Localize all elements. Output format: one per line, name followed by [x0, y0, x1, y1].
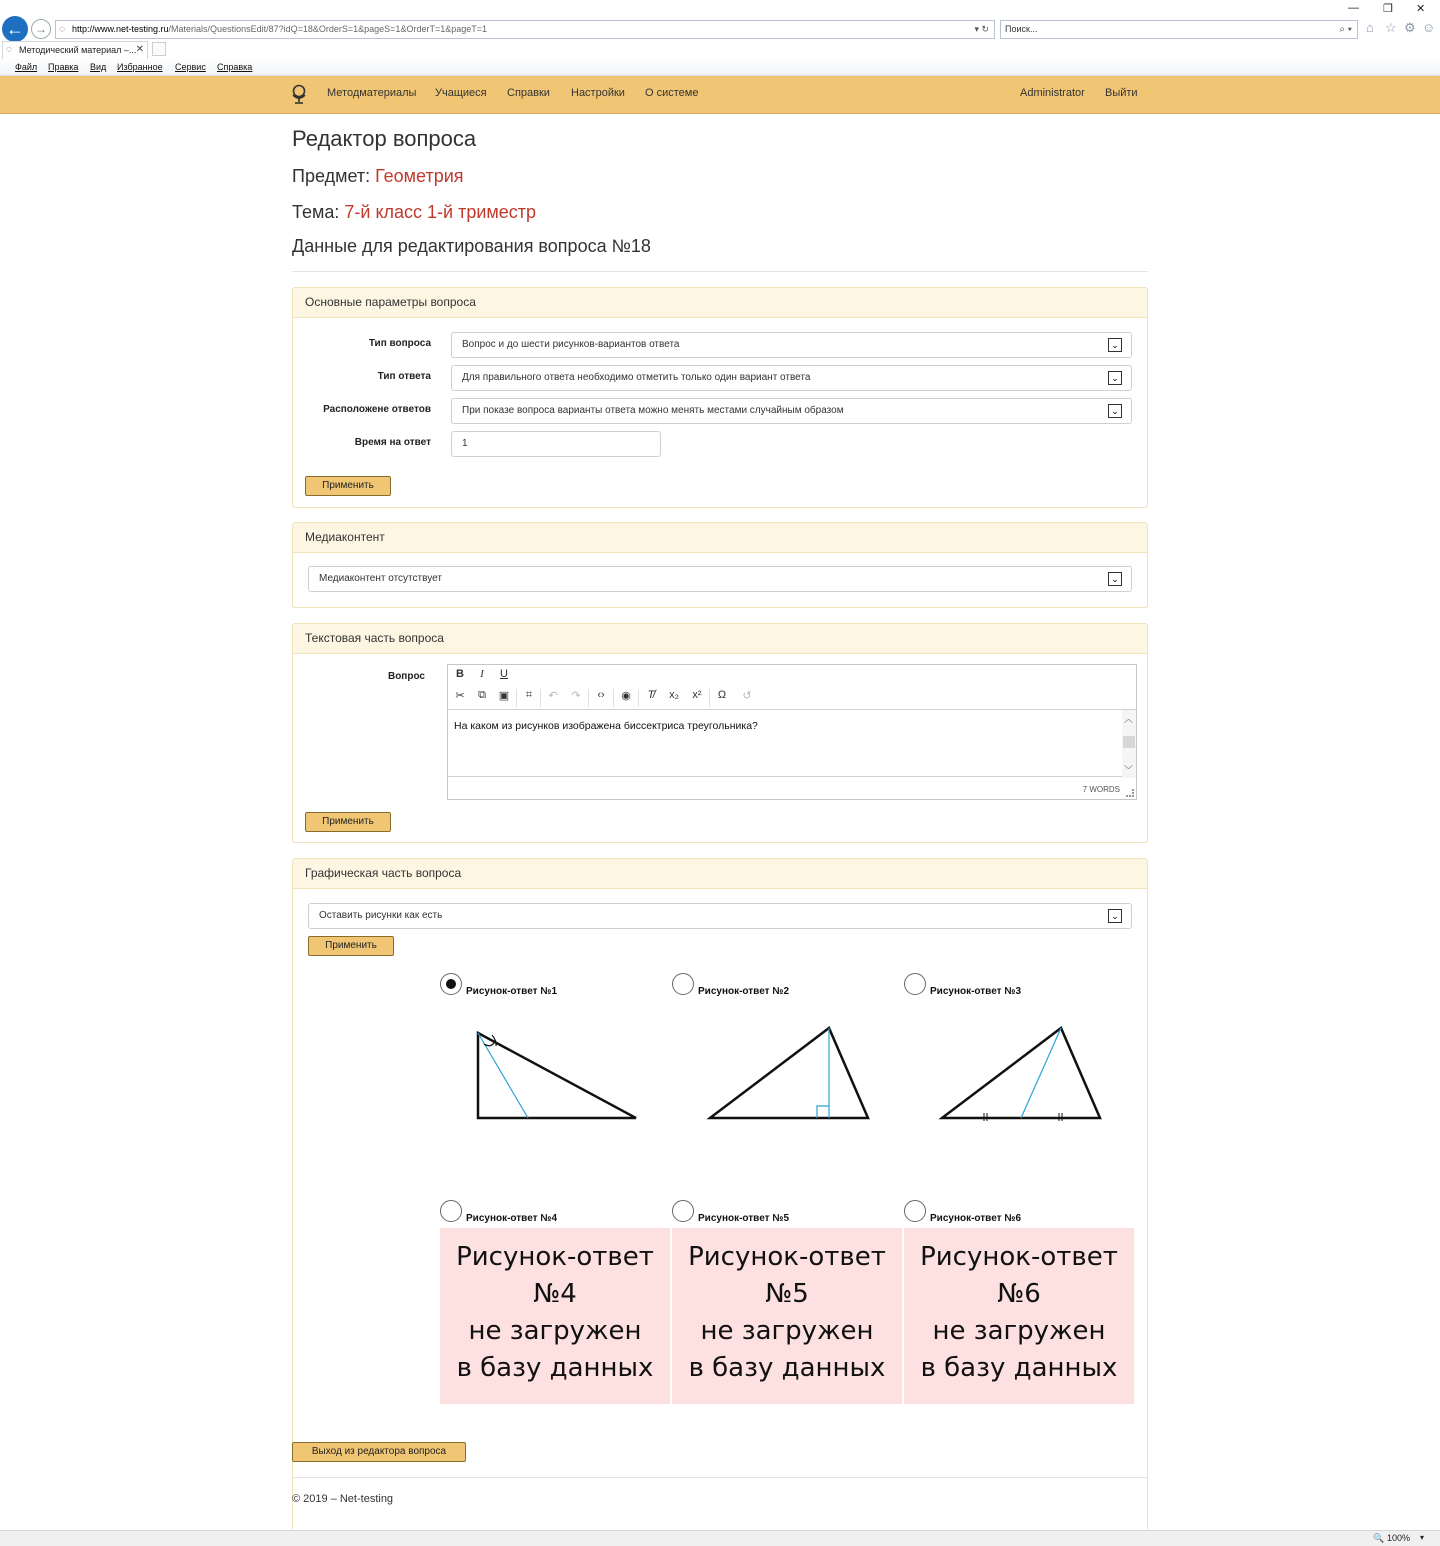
- footer-divider: [292, 1477, 1148, 1478]
- placeholder-line: Рисунок-ответ: [920, 1242, 1118, 1272]
- text-apply-button[interactable]: Применить: [305, 812, 391, 832]
- answer-option-5: [672, 1200, 902, 1404]
- answer-type-value: Для правильного ответа необходимо отметить только один вариант ответа: [462, 372, 811, 383]
- menu-help[interactable]: Справка: [217, 62, 253, 72]
- nav-user[interactable]: Administrator: [1020, 87, 1085, 99]
- clear-format-icon[interactable]: T̸: [647, 689, 655, 701]
- globe-logo-icon[interactable]: [290, 83, 308, 105]
- answer-label-2: Рисунок-ответ №2: [698, 986, 790, 997]
- placeholder-line: не загружен: [932, 1316, 1106, 1346]
- params-heading: Основные параметры вопроса: [293, 288, 1147, 318]
- menu-view[interactable]: Вид: [90, 62, 107, 72]
- toolbar-separator: [540, 689, 541, 707]
- answer-label-1: Рисунок-ответ №1: [466, 986, 558, 997]
- placeholder-line: №5: [765, 1279, 809, 1309]
- graphic-option-value: Оставить рисунки как есть: [319, 910, 443, 921]
- url-host: http://www.net-testing.ru: [72, 24, 169, 34]
- underline-icon[interactable]: U: [500, 668, 508, 680]
- radio-dot: [446, 979, 456, 989]
- copy-icon[interactable]: ⧉: [478, 689, 486, 701]
- placeholder-line: Рисунок-ответ: [456, 1242, 654, 1272]
- scroll-down-icon[interactable]: ﹀: [1124, 765, 1134, 775]
- answer-radio-2[interactable]: [672, 973, 694, 995]
- page-title: Редактор вопроса: [292, 126, 477, 151]
- source-code-icon[interactable]: ‹›: [597, 689, 605, 701]
- smiley-icon[interactable]: ☺: [1422, 20, 1436, 35]
- nav-references[interactable]: Справки: [507, 87, 550, 99]
- placeholder-line: не загружен: [468, 1316, 642, 1346]
- cut-icon[interactable]: ✂: [455, 690, 465, 702]
- media-heading: Медиаконтент: [293, 523, 1147, 553]
- question-type-value: Вопрос и до шести рисунков-вариантов ответа: [462, 339, 680, 350]
- restore-icon[interactable]: ❐: [1383, 3, 1393, 15]
- search-icon[interactable]: ⌕ ▾: [1339, 24, 1352, 35]
- time-input[interactable]: 1: [451, 431, 661, 457]
- question-label: Вопрос: [387, 671, 425, 682]
- menu-edit[interactable]: Правка: [48, 62, 79, 72]
- browser-menubar: [0, 59, 1440, 76]
- missing-image-placeholder-6: [904, 1228, 1134, 1404]
- placeholder-line: не загружен: [700, 1316, 874, 1346]
- subject-heading: [292, 166, 464, 187]
- site-navbar: [0, 76, 1440, 114]
- menu-file[interactable]: Файл: [15, 62, 38, 72]
- browser-chrome: [0, 0, 1440, 76]
- nav-students[interactable]: Учащиеся: [435, 87, 487, 99]
- answer-option-4: [440, 1200, 670, 1404]
- subscript-icon[interactable]: x₂: [669, 689, 679, 701]
- restore-draft-icon[interactable]: ↺: [742, 690, 752, 702]
- answer-type-select[interactable]: [451, 365, 1132, 391]
- chevron-down-icon: ⌄: [1108, 572, 1122, 586]
- italic-icon[interactable]: I: [480, 668, 484, 680]
- question-text[interactable]: На каком из рисунков изображена биссектриса треугольника?: [454, 720, 758, 732]
- answer-option-1: [440, 973, 670, 1173]
- subject-label: Предмет:: [292, 166, 376, 186]
- editor-body[interactable]: [448, 709, 1136, 777]
- triangle-figure-1: [440, 1011, 670, 1121]
- answer-label-5: Рисунок-ответ №5: [698, 1213, 790, 1224]
- browser-statusbar: [0, 1530, 1440, 1546]
- media-select[interactable]: [308, 566, 1132, 592]
- nav-about[interactable]: О системе: [645, 87, 699, 99]
- topic-label: Тема:: [292, 202, 345, 222]
- toolbar-separator: [516, 689, 517, 707]
- rich-text-editor: [447, 664, 1137, 800]
- graphic-panel: [292, 858, 1148, 1542]
- find-replace-icon[interactable]: ⌗: [525, 689, 533, 701]
- new-tab-icon[interactable]: [152, 42, 166, 56]
- menu-favorites[interactable]: Избранное: [117, 62, 163, 72]
- layout-select[interactable]: [451, 398, 1132, 424]
- answer-radio-4[interactable]: [440, 1200, 462, 1222]
- text-heading: Текстовая часть вопроса: [293, 624, 1147, 654]
- divider: [292, 271, 1148, 272]
- answer-radio-3[interactable]: [904, 973, 926, 995]
- redo-icon[interactable]: ↷: [571, 690, 581, 702]
- browser-search-input[interactable]: [1000, 20, 1358, 39]
- answer-type-label: Тип ответа: [377, 371, 431, 382]
- triangle-figure-3: [904, 1011, 1134, 1121]
- toolbar-separator: [588, 689, 589, 707]
- question-type-select[interactable]: [451, 332, 1132, 358]
- placeholder-line: Рисунок-ответ: [688, 1242, 886, 1272]
- graphic-option-select[interactable]: [308, 903, 1132, 929]
- zoom-level[interactable]: 🔍 100%: [1373, 1533, 1410, 1543]
- paste-icon[interactable]: ▣: [498, 690, 510, 702]
- question-type-label: Тип вопроса: [368, 338, 431, 349]
- missing-image-placeholder-5: [672, 1228, 902, 1404]
- media-value: Медиаконтент отсутствует: [319, 573, 442, 584]
- answer-radio-6[interactable]: [904, 1200, 926, 1222]
- graphic-heading: Графическая часть вопроса: [293, 859, 1147, 889]
- nav-logout[interactable]: Выйти: [1105, 87, 1138, 99]
- params-panel: [292, 287, 1148, 508]
- address-bar[interactable]: [55, 20, 995, 39]
- answer-label-4: Рисунок-ответ №4: [466, 1213, 558, 1224]
- preview-eye-icon[interactable]: ◉: [621, 690, 631, 702]
- answer-label-6: Рисунок-ответ №6: [930, 1213, 1022, 1224]
- settings-gear-icon[interactable]: ⚙: [1404, 20, 1416, 35]
- time-label: Время на ответ: [354, 437, 431, 448]
- placeholder-line: в базу данных: [920, 1353, 1118, 1383]
- footer-copyright: © 2019 – Net-testing: [292, 1493, 394, 1505]
- answer-radio-5[interactable]: [672, 1200, 694, 1222]
- answer-radio-1[interactable]: [440, 973, 462, 995]
- subject-link[interactable]: Геометрия: [375, 166, 464, 186]
- chevron-down-icon: ⌄: [1108, 404, 1122, 418]
- favorites-star-icon[interactable]: ☆: [1385, 20, 1397, 35]
- answer-label-3: Рисунок-ответ №3: [930, 986, 1022, 997]
- back-icon[interactable]: ←: [2, 16, 28, 42]
- answer-option-2: [672, 973, 902, 1173]
- triangle-figure-2: [672, 1011, 902, 1121]
- params-apply-button[interactable]: Применить: [305, 476, 391, 496]
- graphic-apply-button[interactable]: Применить: [308, 936, 394, 956]
- toolbar-separator: [613, 689, 614, 707]
- edit-heading: Данные для редактирования вопроса №18: [292, 236, 651, 256]
- url-path: /Materials/QuestionsEdit/87?idQ=18&OrderS=1&pageS=1&OrderT=1&pageT=1: [168, 24, 487, 34]
- superscript-icon[interactable]: x²: [692, 689, 702, 701]
- zoom-value: 100%: [1386, 1533, 1410, 1543]
- chevron-down-icon: ⌄: [1108, 371, 1122, 385]
- forward-icon[interactable]: →: [31, 19, 51, 39]
- tab-favicon-icon: ◌: [6, 44, 12, 55]
- nav-settings[interactable]: Настройки: [571, 87, 625, 99]
- undo-icon[interactable]: ↶: [548, 690, 558, 702]
- tab-title: Методический материал –...: [19, 45, 137, 55]
- topic-heading: [292, 202, 536, 223]
- toolbar-separator: [638, 689, 639, 707]
- placeholder-line: №6: [997, 1279, 1041, 1309]
- minimize-icon[interactable]: —: [1348, 2, 1359, 14]
- scroll-up-icon[interactable]: ︿: [1124, 714, 1134, 724]
- scroll-thumb[interactable]: [1123, 736, 1135, 748]
- browser-search-placeholder: Поиск...: [1005, 24, 1038, 34]
- layout-value: При показе вопроса варианты ответа можно менять местами случайным образом: [462, 405, 844, 416]
- answer-option-6: [904, 1200, 1134, 1404]
- close-window-icon[interactable]: ✕: [1416, 3, 1426, 15]
- home-icon[interactable]: ⌂: [1366, 20, 1374, 35]
- topic-link[interactable]: 7-й класс 1-й триместр: [344, 202, 537, 222]
- layout-label: Расположене ответов: [323, 404, 431, 415]
- chevron-down-icon: ⌄: [1108, 338, 1122, 352]
- word-count: 7 WORDS: [1082, 785, 1120, 794]
- zoom-dropdown-icon[interactable]: ▾: [1419, 1533, 1424, 1542]
- toolbar-separator: [709, 689, 710, 707]
- tab-close-icon[interactable]: ✕: [135, 44, 144, 55]
- missing-image-placeholder-4: [440, 1228, 670, 1404]
- resize-handle-icon[interactable]: [1126, 789, 1134, 797]
- site-icon: ◌: [59, 24, 65, 35]
- media-panel: [292, 522, 1148, 608]
- exit-editor-button[interactable]: Выход из редактора вопроса: [292, 1442, 466, 1462]
- menu-tools[interactable]: Сервис: [175, 62, 206, 72]
- editor-scrollbar[interactable]: [1122, 710, 1136, 778]
- browser-tab[interactable]: [2, 41, 148, 59]
- special-char-omega-icon[interactable]: Ω: [717, 689, 727, 701]
- answer-option-3: [904, 973, 1134, 1173]
- nav-materials[interactable]: Методматериалы: [327, 87, 417, 99]
- placeholder-line: в базу данных: [688, 1353, 886, 1383]
- refresh-icon[interactable]: ▾ ↻: [974, 24, 989, 34]
- bold-icon[interactable]: B: [456, 668, 464, 680]
- text-panel: [292, 623, 1148, 843]
- placeholder-line: в базу данных: [456, 1353, 654, 1383]
- chevron-down-icon: ⌄: [1108, 909, 1122, 923]
- placeholder-line: №4: [533, 1279, 577, 1309]
